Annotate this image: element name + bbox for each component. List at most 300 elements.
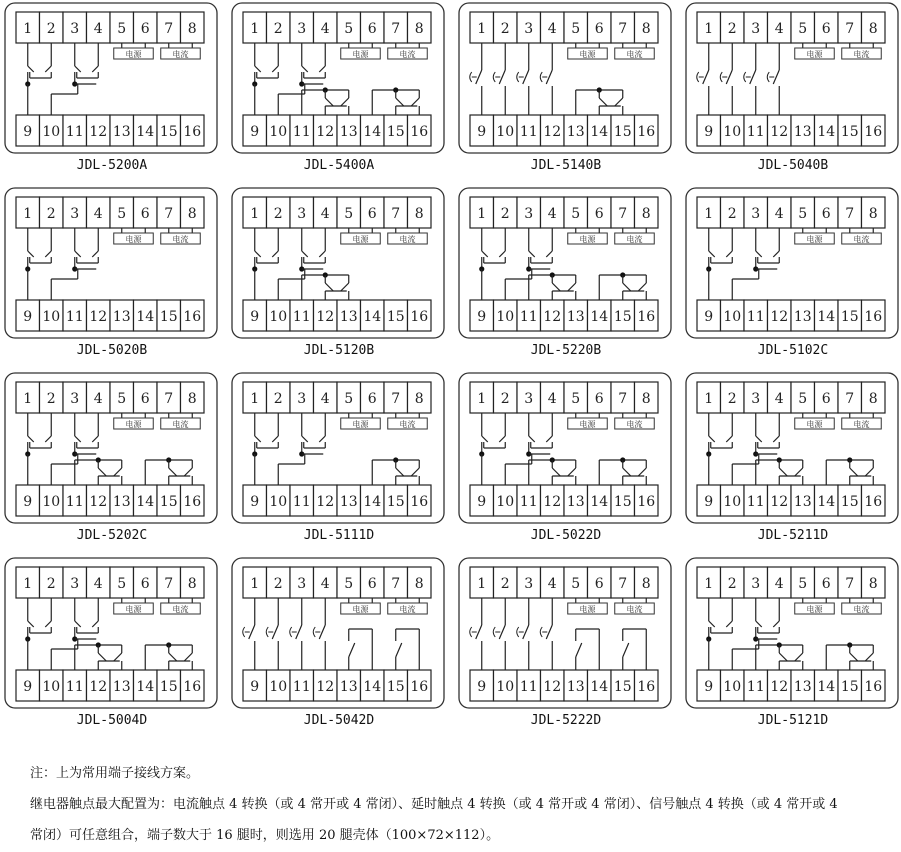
terminal-number: 12	[543, 309, 562, 325]
terminal-number: 15	[386, 494, 405, 510]
terminal-number: 9	[477, 494, 487, 510]
terminal-number: 2	[500, 21, 510, 37]
terminal-number: 11	[65, 124, 84, 140]
terminal-number: 6	[367, 206, 377, 222]
terminal-number: 12	[316, 494, 335, 510]
terminal-number: 2	[273, 576, 283, 592]
terminal-number: 9	[477, 124, 487, 140]
terminal-number: 11	[519, 124, 538, 140]
terminal-number: 12	[543, 494, 562, 510]
terminal-number: 6	[140, 21, 150, 37]
terminal-number: 6	[594, 206, 604, 222]
terminal-number: 8	[414, 206, 424, 222]
terminal-number: 15	[386, 679, 405, 695]
terminal-number: 3	[297, 21, 307, 37]
terminal-number: 14	[817, 494, 836, 510]
terminal-number: 15	[159, 124, 178, 140]
terminal-number: 12	[770, 309, 789, 325]
terminal-number: 12	[543, 124, 562, 140]
terminal-number: 9	[704, 494, 714, 510]
terminal-number: 15	[159, 494, 178, 510]
model-label: JDL-5022D	[530, 528, 602, 543]
note-title: 注：上为常用端子接线方案。	[30, 766, 200, 781]
terminal-number: 8	[868, 206, 878, 222]
terminal-number: 5	[117, 21, 127, 37]
terminal-number: 16	[183, 124, 202, 140]
terminal-number: 7	[845, 21, 855, 37]
terminal-number: 13	[793, 679, 812, 695]
terminal-number: 8	[868, 21, 878, 37]
coil-label: 电源	[125, 235, 142, 244]
terminal-number: 1	[477, 206, 487, 222]
terminal-number: 11	[292, 494, 311, 510]
terminal-number: 10	[42, 679, 61, 695]
model-label: JDL-5220B	[530, 343, 602, 358]
terminal-number: 5	[798, 21, 808, 37]
relay-schematic	[685, 557, 901, 711]
terminal-number: 2	[273, 21, 283, 37]
coil-label: 电源	[579, 605, 596, 614]
model-label: JDL-5211D	[757, 528, 829, 543]
coil-label: 电流	[853, 235, 870, 244]
terminal-number: 15	[159, 679, 178, 695]
terminal-number: 11	[746, 309, 765, 325]
terminal-number: 5	[117, 391, 127, 407]
model-label: JDL-5400A	[303, 158, 375, 173]
terminal-number: 13	[793, 309, 812, 325]
terminal-number: 10	[723, 124, 742, 140]
terminal-number: 1	[477, 576, 487, 592]
terminal-number: 10	[42, 124, 61, 140]
relay-schematic	[231, 2, 447, 156]
relay-schematic	[458, 2, 674, 156]
terminal-number: 8	[414, 391, 424, 407]
terminal-number: 4	[320, 21, 330, 37]
terminal-number: 7	[618, 21, 628, 37]
terminal-number: 16	[637, 124, 656, 140]
terminal-number: 4	[93, 391, 103, 407]
terminal-number: 14	[363, 679, 382, 695]
terminal-number: 2	[727, 391, 737, 407]
terminal-number: 6	[367, 576, 377, 592]
relay-schematic	[4, 557, 220, 711]
terminal-number: 12	[89, 679, 108, 695]
terminal-number: 10	[496, 124, 515, 140]
terminal-number: 16	[864, 494, 883, 510]
terminal-number: 16	[183, 494, 202, 510]
terminal-number: 8	[187, 21, 197, 37]
terminal-number: 16	[183, 679, 202, 695]
terminal-number: 6	[140, 391, 150, 407]
terminal-number: 1	[250, 391, 260, 407]
terminal-number: 4	[93, 206, 103, 222]
coil-label: 电流	[626, 605, 643, 614]
terminal-number: 13	[339, 124, 358, 140]
terminal-number: 4	[547, 21, 557, 37]
terminal-number: 4	[547, 391, 557, 407]
relay-schematic	[231, 557, 447, 711]
model-label: JDL-5140B	[530, 158, 602, 173]
terminal-number: 8	[641, 206, 651, 222]
relay-schematic	[4, 187, 220, 341]
terminal-number: 2	[273, 206, 283, 222]
terminal-number: 4	[93, 576, 103, 592]
relay-diagram-jdl-5040b	[685, 2, 901, 174]
terminal-number: 16	[183, 309, 202, 325]
terminal-number: 9	[250, 309, 260, 325]
coil-label: 电流	[399, 605, 416, 614]
terminal-number: 16	[864, 679, 883, 695]
relay-diagram-jdl-5211d	[685, 372, 901, 544]
terminal-number: 4	[320, 576, 330, 592]
terminal-number: 13	[566, 124, 585, 140]
terminal-number: 10	[496, 494, 515, 510]
terminal-number: 2	[727, 206, 737, 222]
terminal-number: 2	[46, 21, 56, 37]
terminal-number: 15	[613, 494, 632, 510]
relay-diagram-jdl-5121d	[685, 557, 901, 729]
terminal-number: 2	[46, 391, 56, 407]
terminal-number: 1	[704, 576, 714, 592]
relay-schematic	[231, 372, 447, 526]
terminal-number: 10	[269, 309, 288, 325]
coil-label: 电流	[172, 605, 189, 614]
terminal-number: 13	[566, 494, 585, 510]
terminal-number: 10	[42, 494, 61, 510]
terminal-number: 10	[723, 494, 742, 510]
terminal-number: 2	[46, 576, 56, 592]
terminal-number: 1	[23, 21, 33, 37]
terminal-number: 4	[547, 206, 557, 222]
terminal-number: 7	[391, 206, 401, 222]
terminal-number: 5	[344, 576, 354, 592]
coil-label: 电源	[352, 420, 369, 429]
terminal-number: 3	[524, 206, 534, 222]
terminal-number: 11	[519, 309, 538, 325]
terminal-number: 8	[187, 206, 197, 222]
terminal-number: 12	[770, 124, 789, 140]
terminal-number: 5	[798, 391, 808, 407]
terminal-number: 6	[367, 21, 377, 37]
terminal-number: 3	[297, 576, 307, 592]
coil-label: 电源	[579, 50, 596, 59]
terminal-number: 11	[746, 124, 765, 140]
terminal-number: 14	[817, 309, 836, 325]
terminal-number: 6	[594, 576, 604, 592]
terminal-number: 1	[250, 21, 260, 37]
terminal-number: 10	[496, 679, 515, 695]
terminal-number: 15	[386, 309, 405, 325]
terminal-number: 6	[140, 576, 150, 592]
relay-diagram-jdl-5120b	[231, 187, 447, 359]
terminal-number: 6	[367, 391, 377, 407]
terminal-number: 5	[571, 391, 581, 407]
coil-label: 电流	[399, 50, 416, 59]
relay-schematic	[685, 187, 901, 341]
terminal-number: 3	[751, 21, 761, 37]
terminal-number: 15	[159, 309, 178, 325]
terminal-number: 3	[524, 391, 534, 407]
terminal-number: 14	[590, 124, 609, 140]
terminal-number: 14	[817, 124, 836, 140]
coil-label: 电流	[626, 235, 643, 244]
terminal-number: 16	[410, 124, 429, 140]
terminal-number: 1	[704, 206, 714, 222]
terminal-number: 13	[793, 124, 812, 140]
terminal-number: 8	[868, 391, 878, 407]
terminal-number: 9	[704, 679, 714, 695]
terminal-number: 14	[590, 309, 609, 325]
terminal-number: 7	[845, 206, 855, 222]
terminal-number: 13	[566, 679, 585, 695]
terminal-number: 8	[187, 576, 197, 592]
coil-label: 电源	[579, 235, 596, 244]
terminal-number: 10	[496, 309, 515, 325]
terminal-number: 4	[93, 21, 103, 37]
terminal-number: 10	[269, 679, 288, 695]
coil-label: 电流	[172, 50, 189, 59]
coil-label: 电源	[125, 605, 142, 614]
terminal-number: 11	[65, 679, 84, 695]
terminal-number: 5	[798, 206, 808, 222]
terminal-number: 13	[112, 679, 131, 695]
terminal-number: 11	[292, 124, 311, 140]
terminal-number: 12	[89, 124, 108, 140]
relay-diagram-jdl-5111d	[231, 372, 447, 544]
terminal-number: 10	[42, 309, 61, 325]
terminal-number: 16	[864, 124, 883, 140]
coil-label: 电流	[172, 235, 189, 244]
terminal-number: 1	[704, 21, 714, 37]
coil-label: 电源	[579, 420, 596, 429]
relay-diagram-jdl-5400a	[231, 2, 447, 174]
coil-label: 电流	[626, 420, 643, 429]
coil-label: 电源	[806, 50, 823, 59]
terminal-number: 9	[23, 494, 33, 510]
terminal-number: 8	[187, 391, 197, 407]
terminal-number: 14	[590, 494, 609, 510]
terminal-number: 13	[566, 309, 585, 325]
terminal-number: 1	[477, 391, 487, 407]
model-label: JDL-5121D	[757, 713, 829, 728]
terminal-number: 5	[344, 391, 354, 407]
terminal-number: 3	[751, 206, 761, 222]
coil-label: 电源	[352, 235, 369, 244]
terminal-number: 4	[774, 576, 784, 592]
note-config: 继电器触点最大配置为：电流触点 4 转换（或 4 常开或 4 常闭）、延时触点 4 转换（或 4 常开或 4 常闭）、信号触点 4 转换（或 4 常开或 4	[30, 797, 838, 812]
terminal-number: 13	[112, 494, 131, 510]
model-label: JDL-5042D	[303, 713, 375, 728]
terminal-number: 9	[250, 494, 260, 510]
terminal-number: 9	[23, 309, 33, 325]
terminal-number: 7	[164, 206, 174, 222]
terminal-number: 8	[868, 576, 878, 592]
relay-diagram-jdl-5222d	[458, 557, 674, 729]
relay-diagram-jdl-5220b	[458, 187, 674, 359]
model-label: JDL-5020B	[76, 343, 148, 358]
relay-schematic	[458, 372, 674, 526]
relay-schematic	[685, 372, 901, 526]
terminal-number: 12	[316, 679, 335, 695]
coil-label: 电源	[806, 235, 823, 244]
terminal-number: 2	[727, 21, 737, 37]
terminal-number: 3	[70, 576, 80, 592]
model-label: JDL-5202C	[76, 528, 148, 543]
terminal-number: 14	[363, 124, 382, 140]
terminal-number: 1	[23, 206, 33, 222]
terminal-number: 14	[817, 679, 836, 695]
terminal-number: 12	[316, 309, 335, 325]
coil-label: 电流	[626, 50, 643, 59]
terminal-number: 16	[637, 494, 656, 510]
terminal-number: 3	[70, 391, 80, 407]
terminal-number: 15	[613, 679, 632, 695]
terminal-number: 1	[477, 21, 487, 37]
terminal-number: 2	[46, 206, 56, 222]
terminal-number: 5	[571, 206, 581, 222]
terminal-number: 6	[821, 391, 831, 407]
terminal-number: 8	[641, 391, 651, 407]
terminal-number: 3	[70, 21, 80, 37]
model-label: JDL-5102C	[757, 343, 829, 358]
terminal-number: 10	[269, 124, 288, 140]
terminal-number: 8	[641, 576, 651, 592]
terminal-number: 6	[821, 21, 831, 37]
terminal-number: 16	[637, 679, 656, 695]
coil-label: 电源	[352, 50, 369, 59]
model-label: JDL-5120B	[303, 343, 375, 358]
terminal-number: 2	[273, 391, 283, 407]
terminal-number: 3	[751, 576, 761, 592]
terminal-number: 1	[250, 576, 260, 592]
terminal-number: 10	[269, 494, 288, 510]
terminal-number: 3	[297, 391, 307, 407]
terminal-number: 15	[386, 124, 405, 140]
terminal-number: 13	[112, 124, 131, 140]
terminal-number: 16	[410, 309, 429, 325]
terminal-number: 15	[840, 494, 859, 510]
terminal-number: 1	[23, 391, 33, 407]
coil-label: 电流	[172, 420, 189, 429]
relay-diagram-jdl-5200a	[4, 2, 220, 174]
relay-diagram-jdl-5102c	[685, 187, 901, 359]
terminal-number: 13	[339, 309, 358, 325]
terminal-number: 4	[774, 206, 784, 222]
model-label: JDL-5222D	[530, 713, 602, 728]
terminal-number: 3	[297, 206, 307, 222]
relay-diagram-jdl-5022d	[458, 372, 674, 544]
terminal-number: 12	[770, 679, 789, 695]
coil-label: 电流	[853, 605, 870, 614]
terminal-number: 1	[23, 576, 33, 592]
terminal-number: 4	[547, 576, 557, 592]
terminal-number: 6	[821, 206, 831, 222]
coil-label: 电流	[399, 420, 416, 429]
model-label: JDL-5200A	[76, 158, 148, 173]
relay-diagram-jdl-5042d	[231, 557, 447, 729]
terminal-number: 14	[590, 679, 609, 695]
terminal-number: 9	[250, 124, 260, 140]
terminal-number: 14	[136, 494, 155, 510]
terminal-number: 16	[864, 309, 883, 325]
terminal-number: 9	[250, 679, 260, 695]
terminal-number: 2	[500, 391, 510, 407]
terminal-number: 13	[339, 679, 358, 695]
terminal-number: 3	[524, 576, 534, 592]
terminal-number: 12	[316, 124, 335, 140]
relay-schematic	[458, 557, 674, 711]
terminal-number: 15	[840, 309, 859, 325]
terminal-number: 11	[519, 494, 538, 510]
terminal-number: 5	[571, 576, 581, 592]
relay-schematic	[4, 372, 220, 526]
terminal-number: 9	[23, 679, 33, 695]
terminal-number: 7	[618, 391, 628, 407]
terminal-number: 2	[500, 206, 510, 222]
terminal-number: 6	[140, 206, 150, 222]
terminal-number: 9	[23, 124, 33, 140]
terminal-number: 15	[613, 124, 632, 140]
terminal-number: 11	[65, 494, 84, 510]
relay-schematic	[231, 187, 447, 341]
terminal-number: 10	[723, 679, 742, 695]
terminal-number: 16	[410, 494, 429, 510]
model-label: JDL-5040B	[757, 158, 829, 173]
terminal-number: 11	[746, 494, 765, 510]
terminal-number: 11	[519, 679, 538, 695]
terminal-number: 4	[774, 21, 784, 37]
terminal-number: 3	[524, 21, 534, 37]
terminal-number: 8	[641, 21, 651, 37]
terminal-number: 7	[845, 576, 855, 592]
terminal-number: 9	[704, 124, 714, 140]
terminal-number: 11	[292, 679, 311, 695]
terminal-number: 5	[571, 21, 581, 37]
relay-diagram-jdl-5004d	[4, 557, 220, 729]
terminal-number: 5	[117, 206, 127, 222]
terminal-number: 12	[89, 494, 108, 510]
terminal-number: 7	[391, 391, 401, 407]
terminal-number: 7	[391, 21, 401, 37]
terminal-number: 11	[292, 309, 311, 325]
terminal-number: 8	[414, 21, 424, 37]
terminal-number: 15	[840, 679, 859, 695]
relay-schematic	[4, 2, 220, 156]
terminal-number: 5	[798, 576, 808, 592]
terminal-number: 14	[363, 494, 382, 510]
terminal-number: 5	[117, 576, 127, 592]
terminal-number: 7	[391, 576, 401, 592]
terminal-number: 9	[477, 309, 487, 325]
terminal-number: 14	[363, 309, 382, 325]
terminal-number: 8	[414, 576, 424, 592]
terminal-number: 3	[751, 391, 761, 407]
coil-label: 电源	[352, 605, 369, 614]
coil-label: 电源	[125, 50, 142, 59]
terminal-number: 7	[164, 21, 174, 37]
terminal-number: 12	[89, 309, 108, 325]
terminal-number: 7	[845, 391, 855, 407]
terminal-number: 16	[637, 309, 656, 325]
terminal-number: 15	[613, 309, 632, 325]
relay-diagram-jdl-5140b	[458, 2, 674, 174]
terminal-number: 6	[594, 21, 604, 37]
model-label: JDL-5111D	[303, 528, 375, 543]
coil-label: 电流	[853, 420, 870, 429]
terminal-number: 16	[410, 679, 429, 695]
relay-schematic	[458, 187, 674, 341]
relay-diagram-jdl-5202c	[4, 372, 220, 544]
